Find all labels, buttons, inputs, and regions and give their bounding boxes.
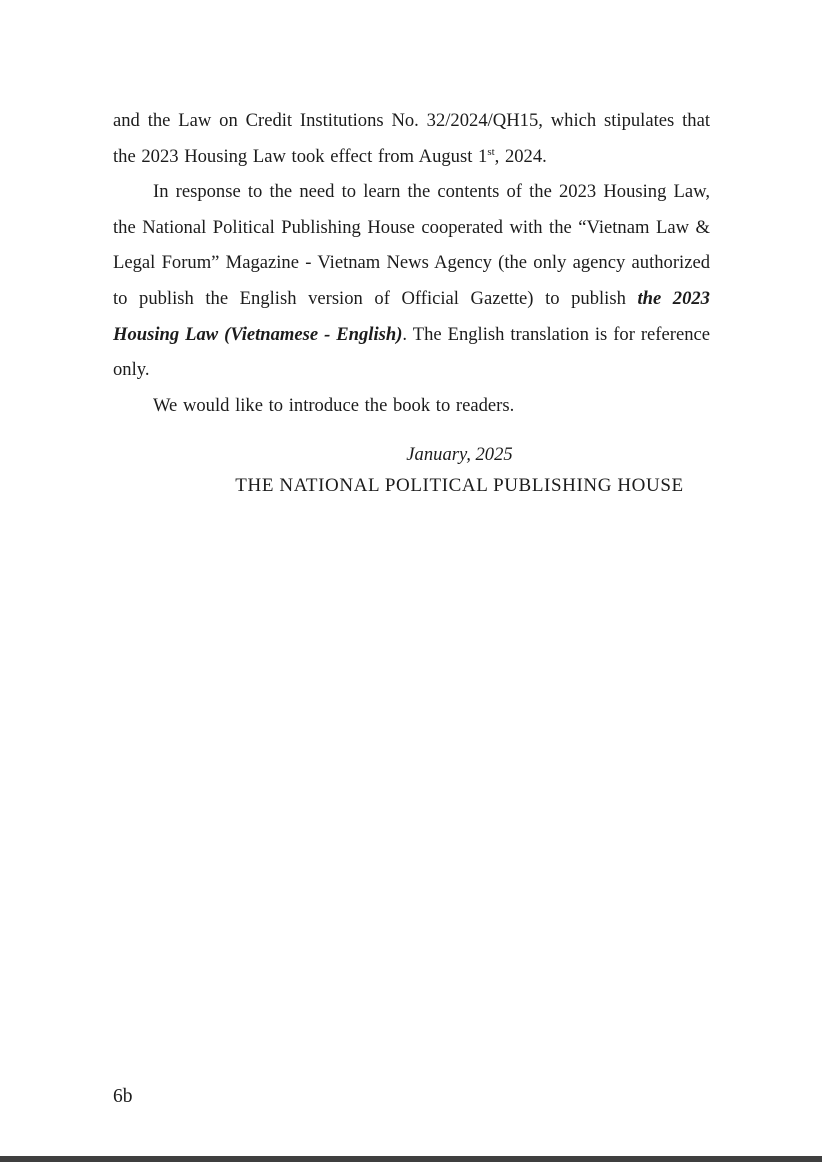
body-text: , 2024. [494,145,547,167]
signature-block [209,439,710,502]
body-text-block [113,103,710,502]
page-number: 6b [113,1086,133,1107]
signature-date: January, 2025 [406,444,513,466]
body-text: and the Law on Credit Institutions No. 32/2024/QH15, which stipulates that the 2023 Housing Law took effect from August 1 [113,110,710,167]
body-text: In response to the need to learn the contents of the 2023 Housing Law, the National Political Publishing House cooperated with the “Vietnam Law & Legal Forum” Magazine - Vietnam News Agency (the only agency authorized to publish the English version of Official Gazette) to publish [113,181,710,309]
scan-edge-strip [0,1156,822,1162]
paragraph [113,388,710,424]
body-text: We would like to introduce the book to readers. [153,394,515,416]
paragraph [113,103,710,174]
signature-publisher: THE NATIONAL POLITICAL PUBLISHING HOUSE [235,475,684,497]
paragraphs-container [113,103,710,423]
bold-italic-text: the 2023 Housing Law (Vietnamese - English) [113,287,710,345]
body-text: . The English translation is for reference only. [113,323,710,381]
superscript-text: st [487,145,495,158]
paragraph [113,174,710,388]
